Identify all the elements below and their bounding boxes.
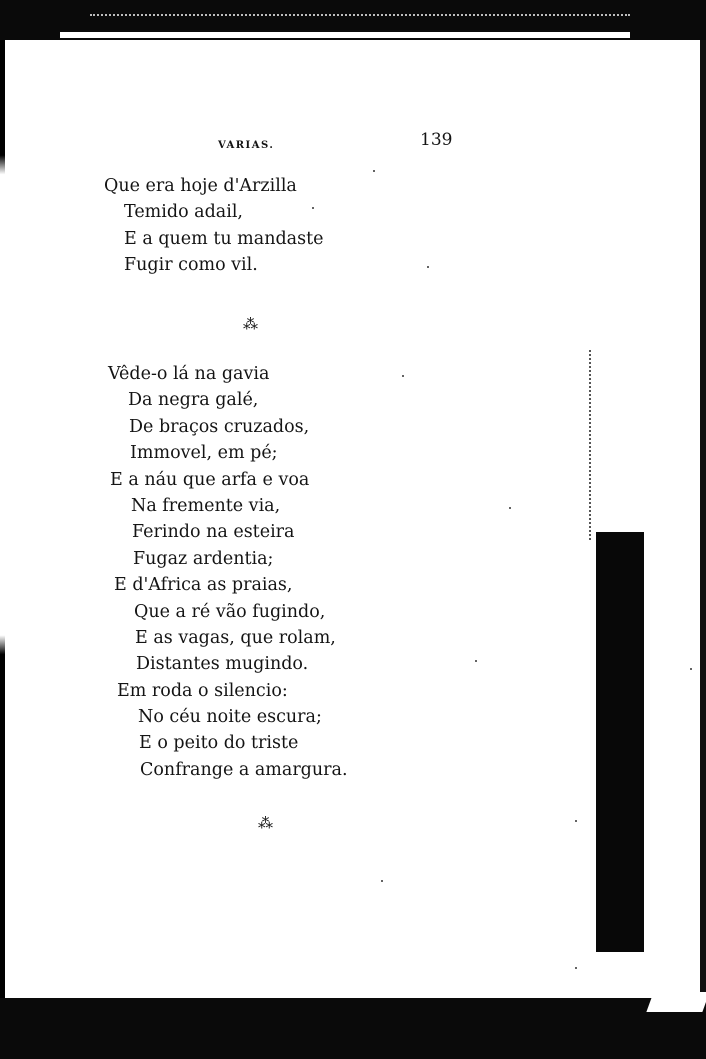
verse-line: E as vagas, que rolam, xyxy=(135,627,336,648)
running-head: VARIAS. xyxy=(218,140,275,151)
verse-line: E a quem tu mandaste xyxy=(124,228,324,249)
scan-speck xyxy=(575,820,577,822)
page-edge-top xyxy=(60,32,630,38)
verse-line: Temido adail, xyxy=(124,202,243,223)
scan-border-bottom xyxy=(0,998,706,1059)
scan-speck xyxy=(509,507,511,509)
scan-speck xyxy=(427,266,429,268)
verse-line: Em roda o silencio: xyxy=(117,680,288,701)
verse-line: Distantes mugindo. xyxy=(136,654,309,675)
scan-speck xyxy=(402,375,404,377)
scan-speck xyxy=(475,660,477,662)
section-ornament: ⁂ xyxy=(243,315,258,333)
scan-border-left xyxy=(0,40,5,1000)
scan-noise-top xyxy=(90,14,630,20)
verse-line: Immovel, em pé; xyxy=(130,443,278,464)
scan-noise-right xyxy=(589,350,593,540)
scan-speck xyxy=(690,668,692,670)
verse-line: Ferindo na esteira xyxy=(132,522,295,543)
poem-stanza-2 xyxy=(108,361,348,783)
page-edge-bottom xyxy=(646,992,706,1012)
section-ornament: ⁂ xyxy=(258,814,273,832)
verse-line: Vêde-o lá na gavia xyxy=(108,364,270,384)
verse-line: Fugir como vil. xyxy=(124,255,258,276)
scan-speck xyxy=(381,880,383,882)
verse-line: De braços cruzados, xyxy=(129,416,310,437)
verse-line: Que a ré vão fugindo, xyxy=(134,601,326,622)
verse-line: No céu noite escura; xyxy=(138,707,322,728)
poem-stanza-1 xyxy=(104,173,324,279)
scan-speck xyxy=(373,170,375,172)
verse-line: E d'Africa as praias, xyxy=(114,575,293,596)
verse-line: Fugaz ardentia; xyxy=(133,548,274,569)
verse-line: Na fremente via, xyxy=(131,495,281,516)
verse-line: E o peito do triste xyxy=(139,733,299,754)
verse-line: Que era hoje d'Arzilla xyxy=(104,176,297,196)
verse-line: Confrange a amargura. xyxy=(140,759,348,780)
verse-line: E a náu que arfa e voa xyxy=(110,469,310,490)
scan-speck xyxy=(575,967,577,969)
verse-line: Da negra galé, xyxy=(128,390,259,411)
scan-shadow-right xyxy=(596,532,644,952)
scan-border-right xyxy=(700,40,706,1000)
page-number: 139 xyxy=(420,130,453,150)
